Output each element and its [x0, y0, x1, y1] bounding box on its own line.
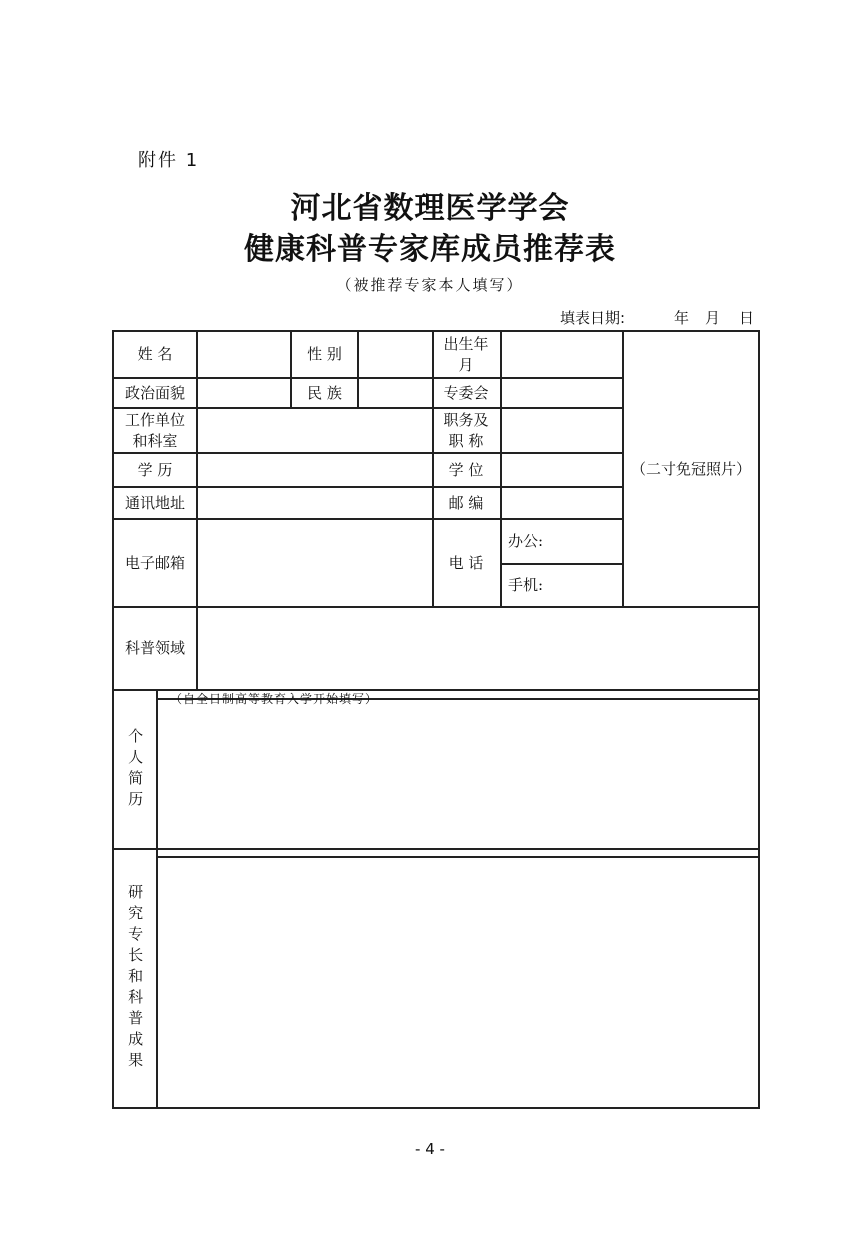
form-subtitle: （被推荐专家本人填写）: [336, 276, 524, 294]
committee-field[interactable]: [502, 379, 622, 407]
attachment-label: 附件 1: [138, 150, 200, 171]
grid-line: [112, 1107, 760, 1109]
resume-field[interactable]: [158, 700, 758, 848]
address-label: 通讯地址: [124, 493, 185, 512]
expertise-label: [114, 850, 156, 1107]
position-field[interactable]: [502, 409, 622, 452]
email-label: 电子邮箱: [124, 553, 185, 572]
workplace-label: 工作单位和科室: [124, 411, 185, 450]
education-field[interactable]: [198, 454, 432, 486]
science-field-label: 科普领域: [124, 639, 185, 658]
ethnicity-field[interactable]: [359, 379, 432, 407]
birth-label: 出生年月: [443, 335, 489, 374]
political-label: 政治面貌: [124, 383, 185, 402]
grid-line: [758, 330, 760, 1108]
committee-label: 专委会: [443, 383, 489, 402]
fill-date-month: 月: [705, 309, 721, 327]
phone-label: 电 话: [448, 553, 484, 572]
gender-field[interactable]: [359, 332, 432, 377]
degree-label: 学 位: [448, 460, 484, 479]
form-title-line2: 健康科普专家库成员推荐表: [244, 232, 616, 267]
birth-field[interactable]: [502, 332, 622, 377]
name-field[interactable]: [198, 332, 290, 377]
degree-field[interactable]: [502, 454, 622, 486]
postcode-field[interactable]: [502, 488, 622, 518]
form-title-line1: 河北省数理医学学会: [290, 191, 570, 226]
office-phone-field[interactable]: 办公:: [508, 532, 544, 551]
fill-date-year: 年: [674, 309, 690, 327]
address-field[interactable]: [198, 488, 432, 518]
photo-placeholder[interactable]: （二寸免冠照片）: [630, 460, 751, 479]
fill-date-label: 填表日期:: [560, 309, 626, 327]
resume-label: [114, 691, 156, 848]
grid-line: [112, 848, 758, 850]
fill-date-day: 日: [739, 309, 755, 327]
expertise-label-text: 研究专长和科普成果: [126, 884, 145, 1073]
position-label: 职务及职 称: [443, 411, 489, 450]
ethnicity-label: 民 族: [307, 383, 342, 402]
email-field[interactable]: [198, 520, 432, 606]
mobile-phone-field[interactable]: 手机:: [508, 576, 544, 595]
postcode-label: 邮 编: [448, 493, 484, 512]
workplace-field[interactable]: [198, 409, 432, 452]
page-number: - 4 -: [415, 1140, 445, 1158]
resume-label-text: 个人简历: [126, 727, 145, 812]
gender-label: 性 别: [307, 345, 342, 364]
name-label: 姓 名: [137, 345, 173, 364]
political-field[interactable]: [198, 379, 290, 407]
science-field-input[interactable]: [198, 608, 758, 689]
education-label: 学 历: [137, 460, 173, 479]
expertise-field[interactable]: [158, 858, 758, 1107]
resume-note: （自全日制高等教育入学开始填写）: [170, 692, 379, 706]
